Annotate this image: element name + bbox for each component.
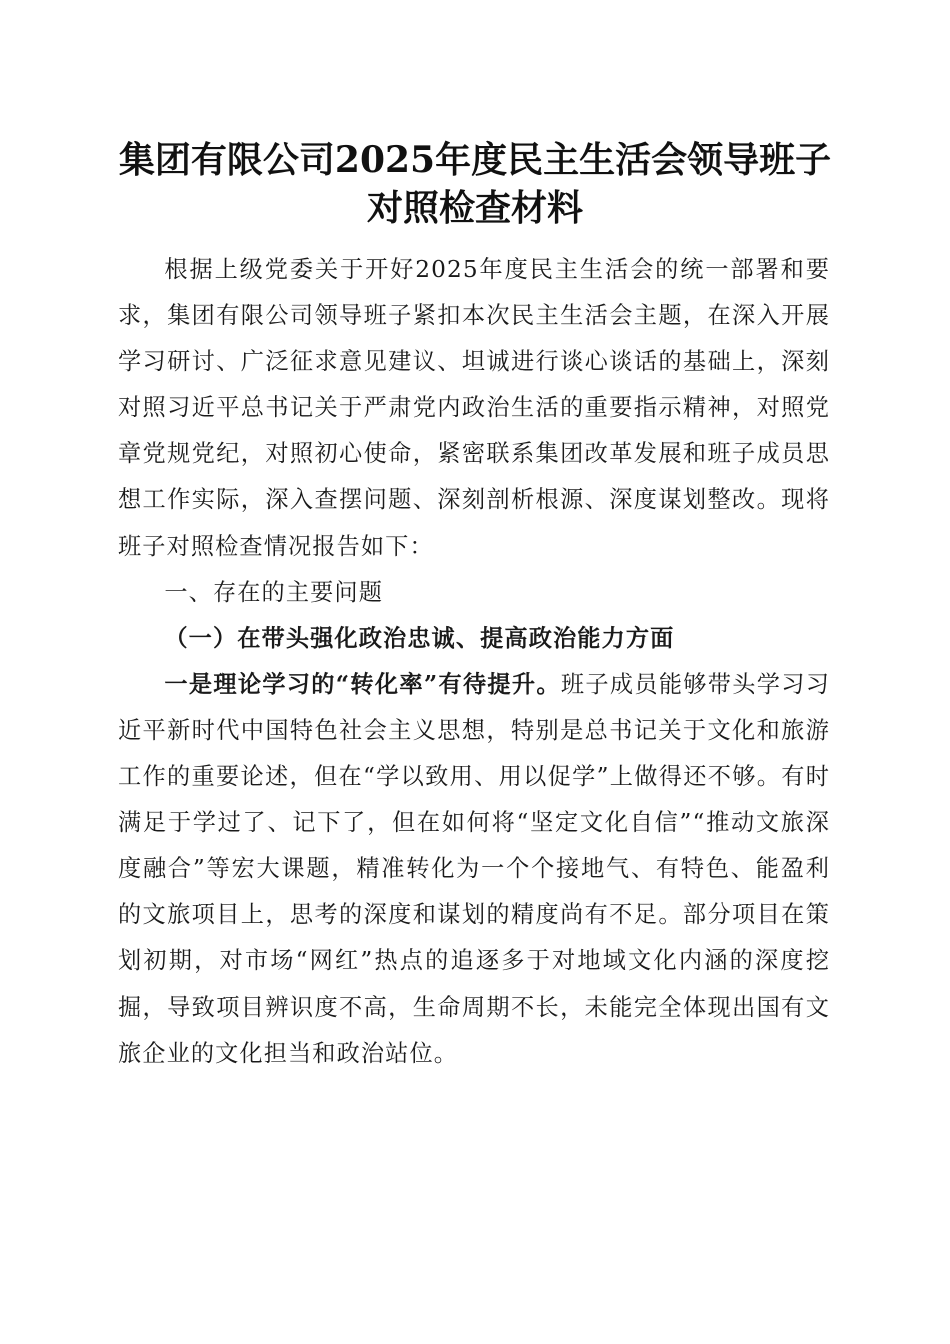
point-lead-text: 一是理论学习的“转化率”有待提升。: [164, 670, 561, 698]
document-title-line-2: 对照检查材料: [366, 187, 583, 229]
intro-paragraph: 根据上级党委关于开好2025年度民主生活会的统一部署和要求，集团有限公司领导班子紧扣本次民主生活会主题，在深入开展学习研讨、广泛征求意见建议、坦诚进行谈心谈话的基础上，深刻对照习近平总书记关于严肃党内政治生活的重要指示精神，对照党章党规党纪，对照初心使命，紧密联系集团改革发展和班子成员思想工作实际，深入查摆问题、深刻剖析根源、深度谋划整改。现将班子对照检查情况报告如下：: [118, 256, 830, 560]
point-body-text: 班子成员能够带头学习习近平新时代中国特色社会主义思想，特别是总书记关于文化和旅游工作的重要论述，但在“学以致用、用以促学”上做得还不够。有时满足于学过了、记下了，但在如何将“坚定文化自信”“推动文旅深度融合”等宏大课题，精准转化为一个个接地气、有特色、能盈利的文旅项目上，思考的深度和谋划的精度尚有不足。部分项目在策划初期，对市场“网红”热点的追逐多于对地域文化内涵的深度挖掘，导致项目辨识度不高，生命周期不长，未能完全体现出国有文旅企业的文化担当和政治站位。: [118, 670, 830, 1067]
subsection-heading-political-loyalty: （一）在带头强化政治忠诚、提高政治能力方面: [164, 624, 675, 652]
document-title-line-1: 集团有限公司2025年度民主生活会领导班子: [118, 139, 832, 181]
section-heading-main-problems: 一、存在的主要问题: [164, 578, 383, 606]
document-body: [118, 247, 830, 1077]
point-paragraph-theory-study: [118, 662, 830, 1077]
